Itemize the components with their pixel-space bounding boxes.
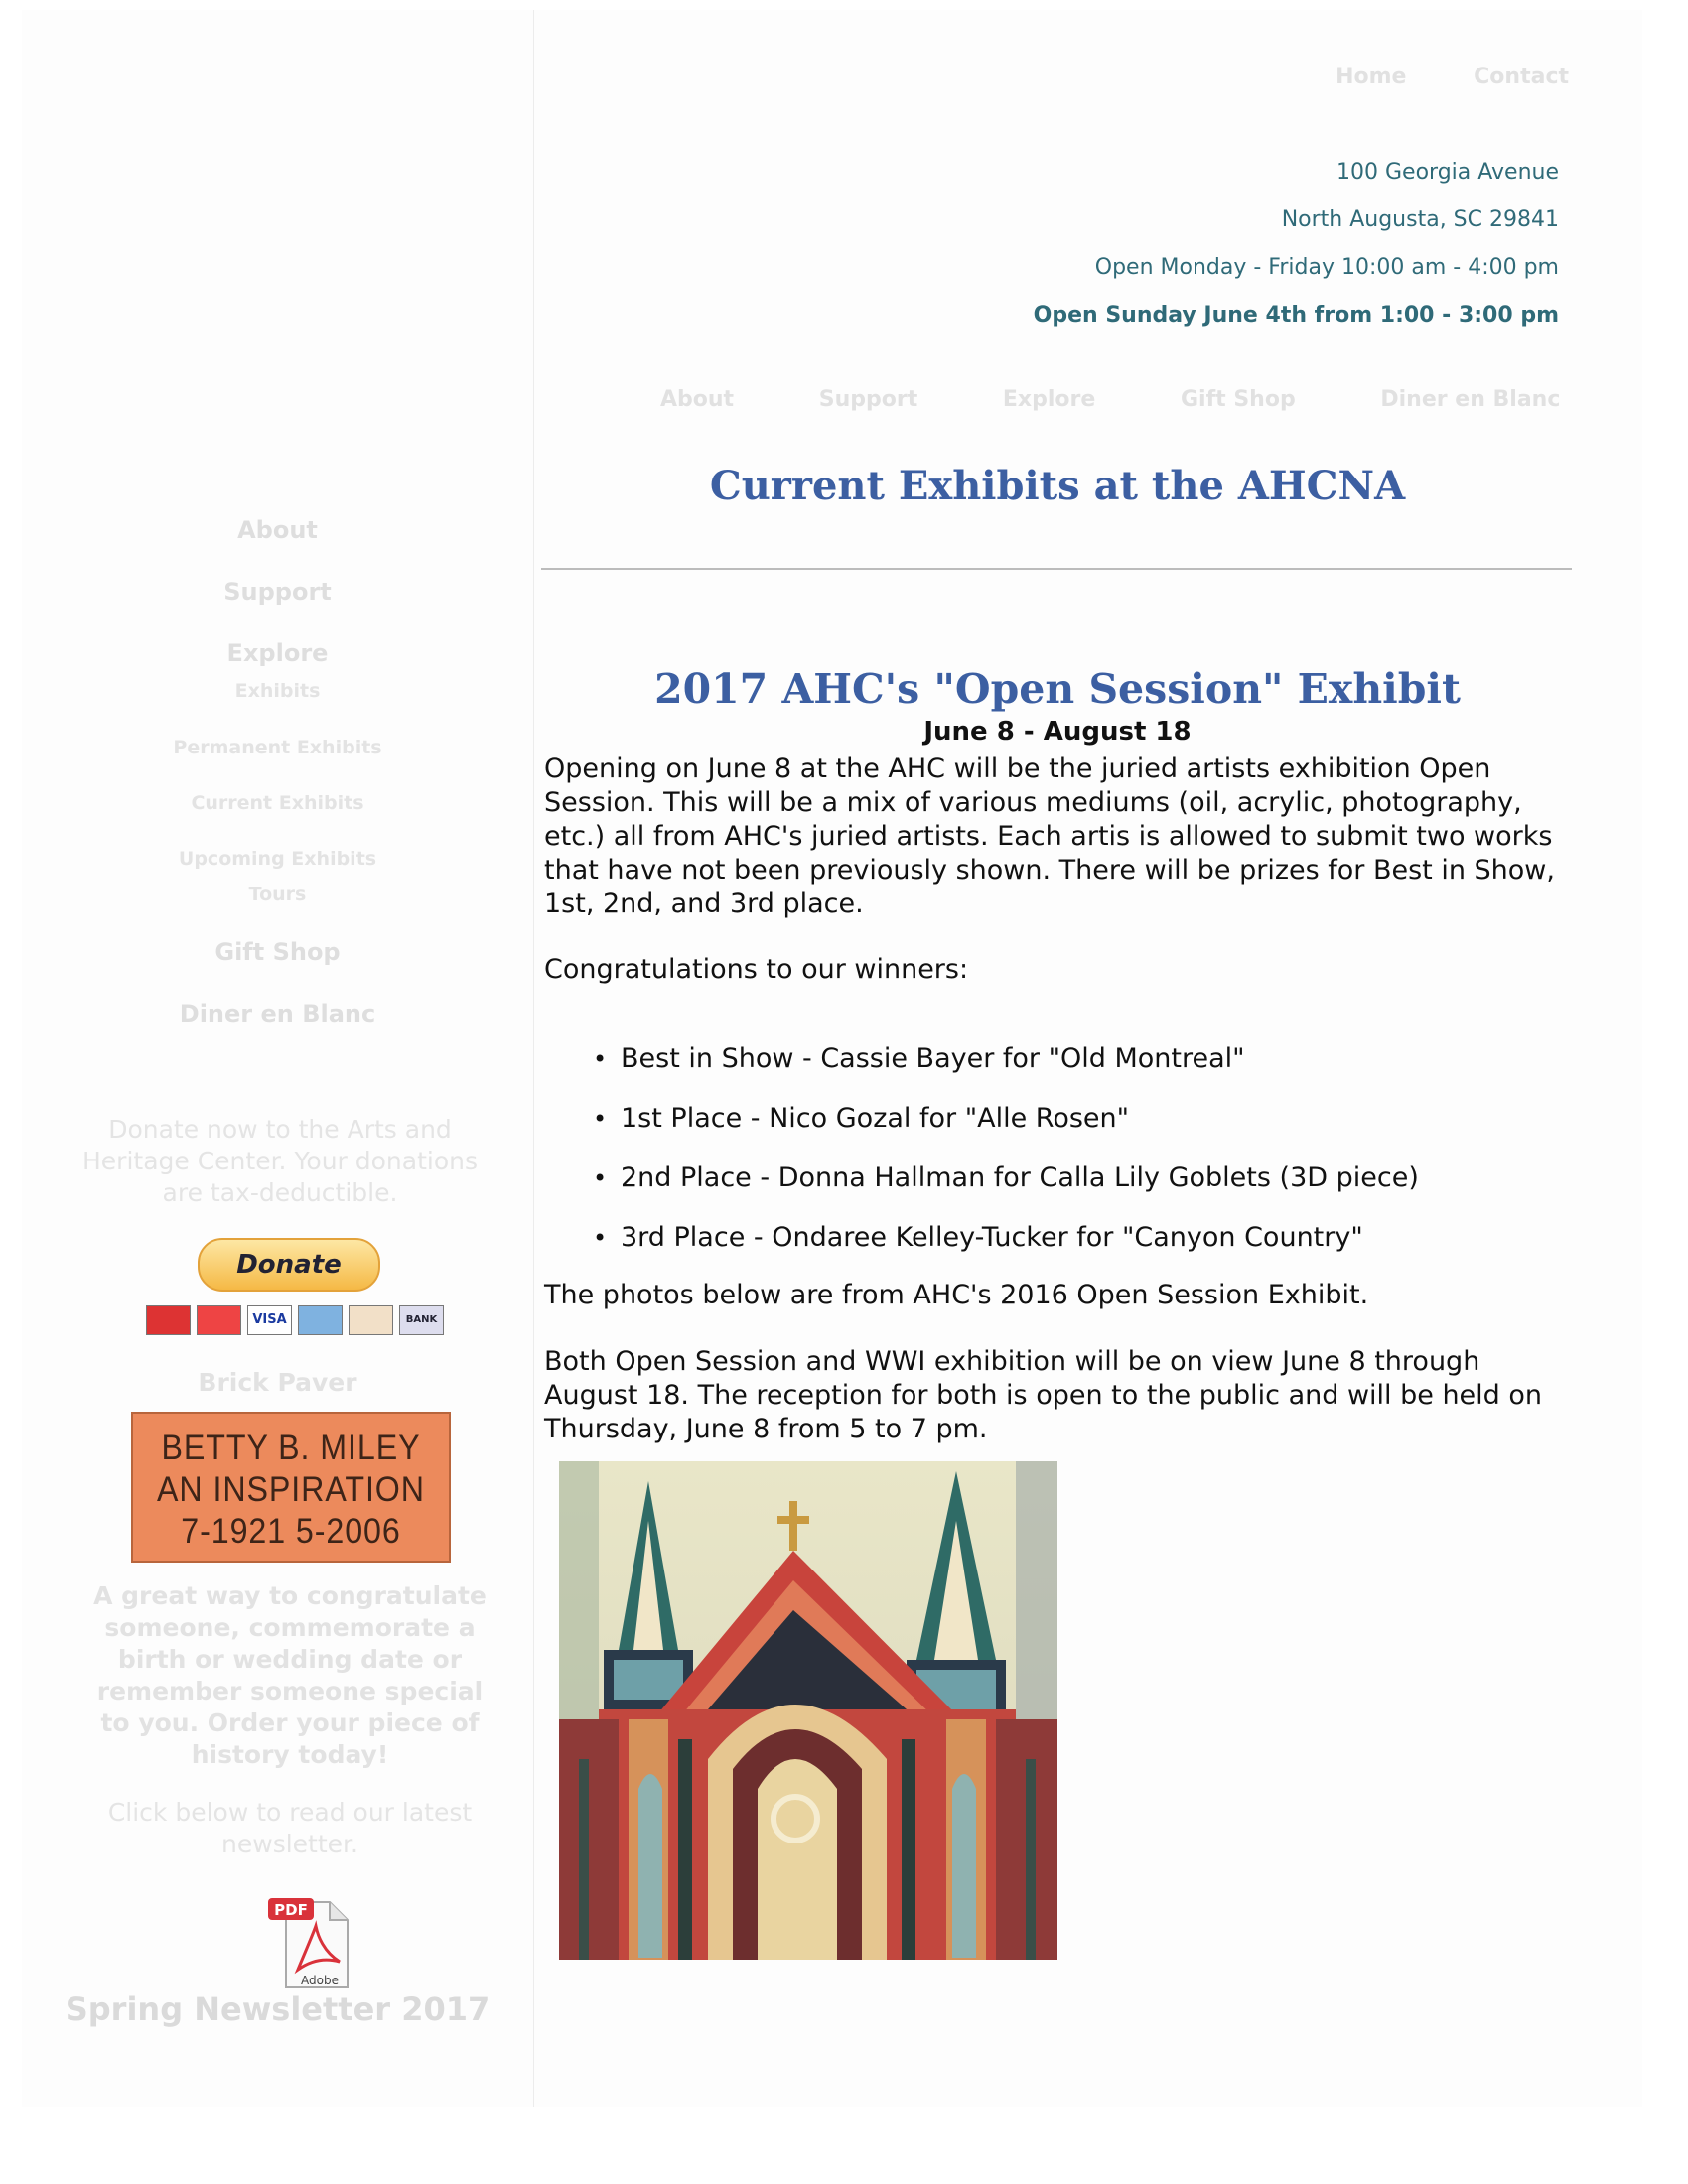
secondary-nav <box>660 387 1637 412</box>
visa-card-icon: VISA <box>247 1305 292 1335</box>
divider <box>541 568 1572 570</box>
secondary-nav-gift-shop[interactable]: Gift Shop <box>1180 387 1296 412</box>
address-city: North Augusta, SC 29841 <box>1281 207 1559 232</box>
donate-button[interactable]: Donate <box>198 1238 380 1292</box>
top-nav <box>1276 65 1569 89</box>
secondary-nav-explore[interactable]: Explore <box>1002 387 1096 412</box>
bank-card-icon: BANK <box>399 1305 444 1335</box>
svg-text:Adobe: Adobe <box>301 1974 339 1987</box>
discover-card-icon <box>349 1305 393 1335</box>
pdf-icon[interactable] <box>268 1896 355 1990</box>
brick-paver-image[interactable] <box>131 1412 451 1563</box>
exhibit-description: Opening on June 8 at the AHC will be the juried artists exhibition Open Session. This will be a mix of various mediums (oil, acrylic, photography, etc.) all from AHC's juried artists. Each artis is allowed to submit two works that have not been previously shown. There will be prizes for Best in Show, 1st, 2nd, and 3rd place. <box>544 753 1555 919</box>
page-title: Current Exhibits at the AHCNA <box>709 463 1406 509</box>
paver-line: BETTY B. MILEY <box>161 1429 421 1467</box>
address-street: 100 Georgia Avenue <box>1336 160 1559 185</box>
sidebar-item-explore[interactable]: Explore <box>226 639 329 667</box>
sidebar-item-upcoming-exhibits[interactable]: Upcoming Exhibits <box>178 848 377 870</box>
secondary-nav-diner-en-blanc[interactable]: Diner en Blanc <box>1380 387 1561 412</box>
maestro-card-icon <box>146 1305 191 1335</box>
brick-paver-description: A great way to congratulate someone, commemorate a birth or wedding date or remember someone special to you. Order your piece of history today! <box>93 1581 487 1769</box>
list-item: • 3rd Place - Ondaree Kelley-Tucker for "Canyon Country" <box>621 1221 1594 1255</box>
paver-line: 7-1921 5-2006 <box>181 1512 401 1551</box>
reception-info: Both Open Session and WWI exhibition will be on view June 8 through August 18. The reception for both is open to the public and will be held on Thursday, June 8 from 5 to 7 pm. <box>544 1346 1543 1444</box>
secondary-nav-about[interactable]: About <box>660 387 735 412</box>
main-content <box>541 10 1643 2107</box>
payment-cards <box>146 1305 444 1335</box>
newsletter-instructions: Click below to read our latest newsletter. <box>107 1798 473 1858</box>
list-item: • 1st Place - Nico Gozal for "Alle Rosen" <box>621 1102 1594 1136</box>
list-item: • 2nd Place - Donna Hallman for Calla Lily Goblets (3D piece) <box>621 1161 1594 1195</box>
sidebar <box>22 10 534 2107</box>
exhibit-painting-image <box>559 1461 1057 1960</box>
sidebar-item-support[interactable]: Support <box>223 578 332 606</box>
sidebar-item-permanent-exhibits[interactable]: Permanent Exhibits <box>173 737 382 758</box>
address-block <box>1034 149 1559 340</box>
donate-description: Donate now to the Arts and Heritage Center. Your donations are tax-deductible. <box>81 1115 479 1207</box>
photos-note: The photos below are from AHC's 2016 Open Session Exhibit. <box>544 1280 1369 1310</box>
secondary-nav-support[interactable]: Support <box>818 387 918 412</box>
list-item: • Best in Show - Cassie Bayer for "Old Montreal" <box>621 1042 1594 1076</box>
nav-contact[interactable]: Contact <box>1474 65 1569 89</box>
sidebar-item-tours[interactable]: Tours <box>248 884 307 905</box>
sidebar-item-about[interactable]: About <box>237 516 318 544</box>
nav-home[interactable]: Home <box>1336 65 1407 89</box>
mastercard-card-icon <box>197 1305 241 1335</box>
brick-paver-label[interactable]: Brick Paver <box>198 1368 357 1397</box>
sidebar-item-diner-en-blanc[interactable]: Diner en Blanc <box>179 1000 376 1027</box>
sidebar-item-exhibits[interactable]: Exhibits <box>234 680 321 702</box>
sidebar-item-gift-shop[interactable]: Gift Shop <box>214 938 341 966</box>
winners-list <box>621 1042 1594 1281</box>
amex-card-icon <box>298 1305 343 1335</box>
exhibit-title: 2017 AHC's "Open Session" Exhibit <box>654 665 1461 713</box>
hours-weekday: Open Monday - Friday 10:00 am - 4:00 pm <box>1094 255 1559 280</box>
svg-text:PDF: PDF <box>274 1901 308 1919</box>
sidebar-item-current-exhibits[interactable]: Current Exhibits <box>191 792 364 814</box>
newsletter-link[interactable]: Spring Newsletter 2017 <box>65 1990 491 2028</box>
hours-special: Open Sunday June 4th from 1:00 - 3:00 pm <box>1033 303 1559 328</box>
winners-intro: Congratulations to our winners: <box>544 954 969 985</box>
paver-line: AN INSPIRATION <box>157 1470 425 1509</box>
exhibit-dates: June 8 - August 18 <box>923 717 1192 747</box>
